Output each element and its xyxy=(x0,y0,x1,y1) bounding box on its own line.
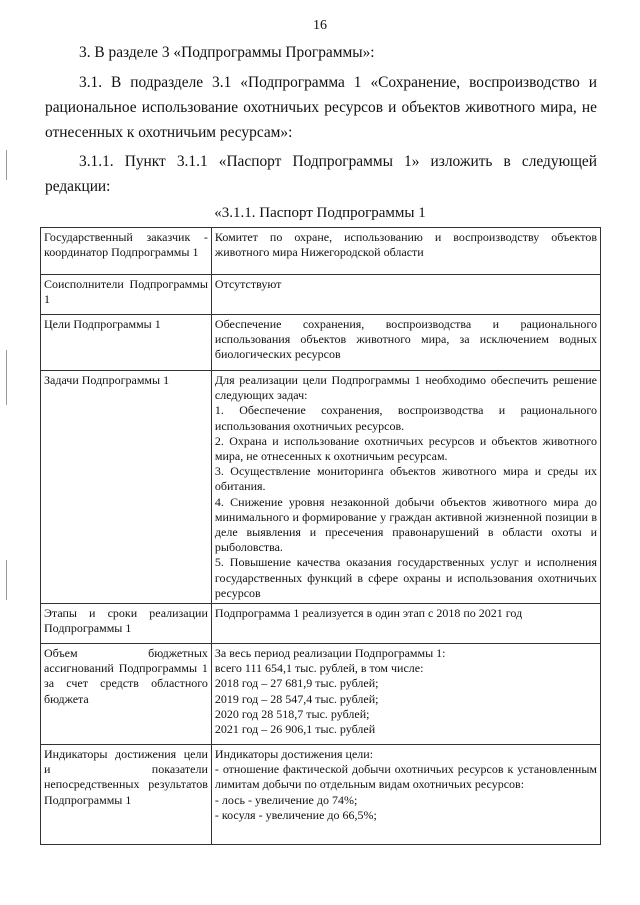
indicator-line: - косуля - увеличение до 66,5%; xyxy=(214,807,377,822)
paragraph-subsection-3-1: 3.1. В подразделе 3.1 «Подпрограмма 1 «Сохранение, воспроизводство и рациональное использование охотничьих ресурсов и объектов животного мира, не отнесенных к охотничьим ресурсам»: xyxy=(45,74,597,141)
budget-line: 2018 год – 27 681,9 тыс. рублей; xyxy=(214,676,379,691)
table-row xyxy=(41,275,601,315)
table-row xyxy=(41,745,601,845)
budget-line: всего 111 654,1 тыс. рублей, в том числе: xyxy=(214,661,424,676)
row-value: Комитет по охране, использованию и воспроизводству объектов животного мира Нижегородской области xyxy=(211,228,600,275)
indicator-line: - лось - увеличение до 74%; xyxy=(214,792,358,807)
row-label: Соисполнители Подпрограммы 1 xyxy=(41,275,212,315)
task-line: Для реализации цели Подпрограммы 1 необходимо обеспечить решение следующих задач: xyxy=(214,373,597,403)
page-number: 16 xyxy=(313,18,327,33)
row-label: Индикаторы достижения цели и показатели непосредственных результатов Подпрограммы 1 xyxy=(41,745,212,845)
row-value: Обеспечение сохранения, воспроизводства и рационального использования объектов животного мира, за исключением водных биологических ресурсов xyxy=(211,315,600,371)
row-value: Подпрограмма 1 реализуется в один этап с 2018 по 2021 год xyxy=(211,604,600,644)
table-row xyxy=(41,228,601,275)
margin-mark xyxy=(6,350,7,405)
budget-line: 2020 год 28 518,7 тыс. рублей; xyxy=(214,706,370,721)
task-line: 5. Повышение качества оказания государственных услуг и исполнения государственных функций в сфере охраны и использования охотничьих ресурсов xyxy=(214,555,597,600)
indicator-line: - отношение фактической добычи охотничьих ресурсов к установленным лимитам добычи по отдельным видам охотничьих ресурсов: xyxy=(214,762,597,792)
budget-line: За весь период реализации Подпрограммы 1: xyxy=(214,646,446,661)
table-row xyxy=(41,604,601,644)
task-line: 2. Охрана и использование охотничьих ресурсов и объектов животного мира, не отнесенных к охотничьим ресурсам. xyxy=(214,433,597,464)
row-label: Задачи Подпрограммы 1 xyxy=(41,371,212,604)
paragraph-item-3-1-1: 3.1.1. Пункт 3.1.1 «Паспорт Подпрограммы 1» изложить в следующей редакции: xyxy=(45,153,597,195)
margin-mark xyxy=(6,560,7,600)
table-title: «3.1.1. Паспорт Подпрограммы 1 xyxy=(214,205,426,221)
task-line: 4. Снижение уровня незаконной добычи объектов животного мира до минимального и формирование у граждан активной жизненной позиции в деле выявления и пресечения правонарушений в области охоты и рыболовства. xyxy=(214,494,597,555)
budget-line: 2019 год – 28 547,4 тыс. рублей; xyxy=(214,691,379,706)
table-row xyxy=(41,315,601,371)
budget-line: 2021 год – 26 906,1 тыс. рублей xyxy=(214,722,376,737)
row-label: Государственный заказчик - координатор Подпрограммы 1 xyxy=(41,228,212,275)
row-value xyxy=(211,745,600,845)
table-row xyxy=(41,371,601,604)
table-row xyxy=(41,644,601,745)
row-value xyxy=(211,371,600,604)
task-line: 3. Осуществление мониторинга объектов животного мира и среды их обитания. xyxy=(214,464,597,494)
task-line: 1. Обеспечение сохранения, воспроизводства и рационального использования охотничьих ресурсов. xyxy=(214,403,597,433)
row-label: Цели Подпрограммы 1 xyxy=(41,315,212,371)
row-value: Отсутствуют xyxy=(211,275,600,315)
indicator-line: Индикаторы достижения цели: xyxy=(214,747,374,762)
paragraph-section-3: 3. В разделе 3 «Подпрограммы Программы»: xyxy=(79,44,375,61)
row-value xyxy=(211,644,600,745)
row-label: Этапы и сроки реализации Подпрограммы 1 xyxy=(41,604,212,644)
row-label: Объем бюджетных ассигнований Подпрограммы 1 за счет средств областного бюджета xyxy=(41,644,212,745)
passport-table xyxy=(40,227,601,845)
margin-mark xyxy=(6,150,7,180)
